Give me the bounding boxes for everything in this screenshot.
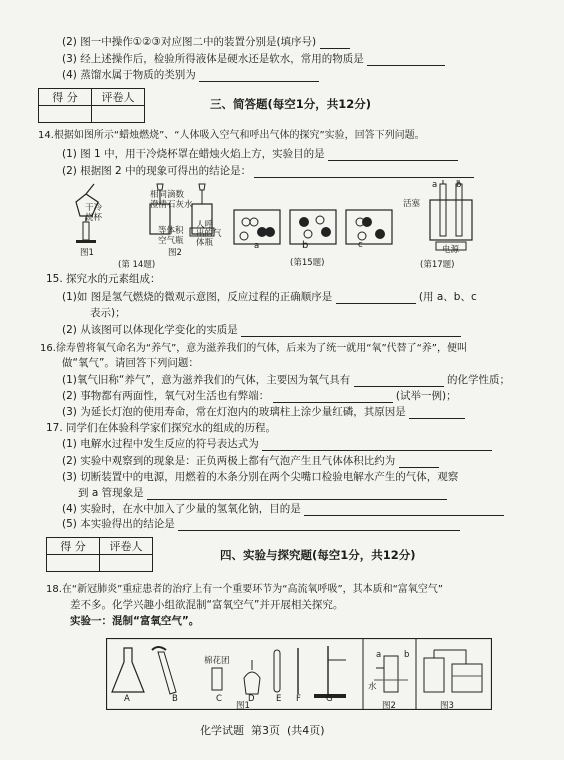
fig14-caption: (第 14题) [118,260,156,270]
page-footer: 化学试题 第3页 (共4页) [200,724,325,737]
answer-blank[interactable] [254,167,474,178]
q14-2: (2) 根据图 2 中的现象可得出的结论是： [62,165,474,178]
answer-blank[interactable] [241,326,461,337]
fig18-label-F: F [296,694,301,704]
q13-3: (3) 经上述操作后，检验所得液体是硬水还是软水，常用的物质是 [62,53,445,66]
fig17-caption: (第17题) [420,260,455,270]
q16: 16.徐寿曾将氧气命名为“养气”，意为滋养我们的气体，后来为了统一就用“氧”代替了“养”，便叫 [40,343,467,354]
fig14-label-lime: 相同滴数 [150,190,185,200]
grade-box [38,88,145,123]
answer-blank[interactable] [262,440,492,451]
q17-4: (4) 实验时，在水中加入了少量的氢氧化钠，目的是 [62,503,504,516]
grader-cell[interactable] [92,106,145,123]
fig14-label-air: 等体积 [158,226,184,236]
fig18-label-a: a [376,650,382,660]
answer-blank[interactable] [320,38,350,49]
fig15-label-b: b [302,240,309,251]
experiment-1: 实验一：混制“富氧空气”。 [70,615,200,627]
answer-blank[interactable] [409,408,465,419]
q17-3b: 到 a 管现象是 [78,487,447,500]
answer-blank[interactable] [328,150,458,161]
score-cell[interactable] [39,106,92,123]
q15: 15. 探究水的元素组成： [46,273,161,285]
fig14-cap1: 图1 [80,248,94,258]
fig18-label-A: A [124,694,130,704]
fig18-fig1: 图1 [236,701,250,711]
fig14-label-lime2: 澄清石灰水 [150,200,193,210]
q17-5: (5) 本实验得出的结论是 [62,518,460,531]
fig14-label-exhaled2: 出的气 [196,229,222,239]
q17: 17. 同学们在体验科学家们探究水的组成的历程。 [46,422,277,434]
fig15-label-c: c [358,240,363,250]
fig17-label-a: a [432,180,438,190]
fig18-water: 水 [368,682,377,692]
q16-1: (1)氧气旧称“养气”，意为滋养我们的气体，主要因为氧气具有 的化学性质； [62,374,510,386]
fig18-cotton: 棉花团 [204,656,230,666]
fig14-label-exhaled: 人呼 [196,220,214,230]
grade-box-2 [46,537,153,572]
answer-blank[interactable] [399,457,439,468]
q13-2: (2) 图一中操作①②③对应图二中的装置分别是(填序号) [62,36,350,49]
fig18-label-D: D [248,694,255,704]
score-cell[interactable] [47,555,100,572]
answer-blank[interactable] [336,293,416,304]
fig14-label-dry: 干冷 [85,203,103,213]
fig14-cap2: 图2 [168,248,182,258]
q16-b: 做“氧气”。请回答下列问题： [62,357,199,369]
fig17-label-b: b [456,180,462,190]
fig17-piston: 活塞 [403,199,421,209]
q18: 18.在“新冠肺炎”重症患者的治疗上有一个重要环节为“高流氧呼吸”，其本质和“富氧空气” [46,584,443,595]
q14: 14.根据如图所示“蜡烛燃烧”、“人体吸入空气和呼出气体的探究”实验，回答下列问题。 [38,130,425,141]
grader-label: 评卷人 [92,89,145,106]
grader-label: 评卷人 [100,538,153,555]
answer-blank[interactable] [354,376,444,387]
fig18-fig2: 图2 [382,701,396,711]
q14-1: (1) 图 1 中，用干冷烧杯罩在蜡烛火焰上方，实验目的是 [62,148,458,161]
section-4-title: 四、实验与探究题(每空1分，共12分) [220,548,416,562]
q16-3: (3) 为延长灯泡的使用寿命，常在灯泡内的玻璃柱上涂少量红磷，其原因是 [62,406,465,419]
q18-b: 差不多。化学兴趣小组欲混制“富氧空气”并开展相关探究。 [70,599,344,611]
answer-blank[interactable] [273,392,393,403]
fig17-power: 电源 [442,245,460,255]
q13-4: (4) 蒸馏水属于物质的类别为 [62,69,319,82]
score-label: 得 分 [39,89,92,106]
answer-blank[interactable] [199,71,319,82]
answer-blank[interactable] [367,55,445,66]
q17-2: (2) 实验中观察到的现象是：正负两极上都有气泡产生且气体体积比约为 [62,455,439,468]
answer-blank[interactable] [178,520,460,531]
fig18-label-B: B [172,694,178,704]
fig15-caption: (第15题) [290,258,325,268]
answer-blank[interactable] [147,489,447,500]
q17-1: (1) 电解水过程中发生反应的符号表达式为 [62,438,492,451]
fig14-label-air2: 空气瓶 [158,236,184,246]
fig18-label-b: b [404,650,410,660]
fig14-label-exhaled3: 体瓶 [196,238,214,248]
fig18-label-C: C [216,694,222,704]
q15-2: (2) 从该图可以体现化学变化的实质是 [62,324,461,337]
answer-blank[interactable] [304,505,504,516]
score-label: 得 分 [47,538,100,555]
q16-2: (2) 事物都有两面性，氧气对生活也有弊端： (试举一例)； [62,390,457,402]
q17-3: (3) 切断装置中的电源，用燃着的木条分别在两个尖嘴口检验电解水产生的气体，观察 [62,471,459,483]
section-3-title: 三、简答题(每空1分，共12分) [210,97,372,111]
q15-1c: 表示)； [90,307,126,319]
grader-cell[interactable] [100,555,153,572]
fig18-fig3: 图3 [440,701,454,711]
fig15-label-a: a [254,241,260,251]
q15-1: (1)如 图是氢气燃烧的微观示意图，反应过程的正确顺序是 (用 a、b、c [62,291,477,303]
fig14-label-beaker: 烧杯 [85,213,103,223]
fig18-label-E: E [276,694,282,704]
fig18-label-G: G [326,694,333,704]
